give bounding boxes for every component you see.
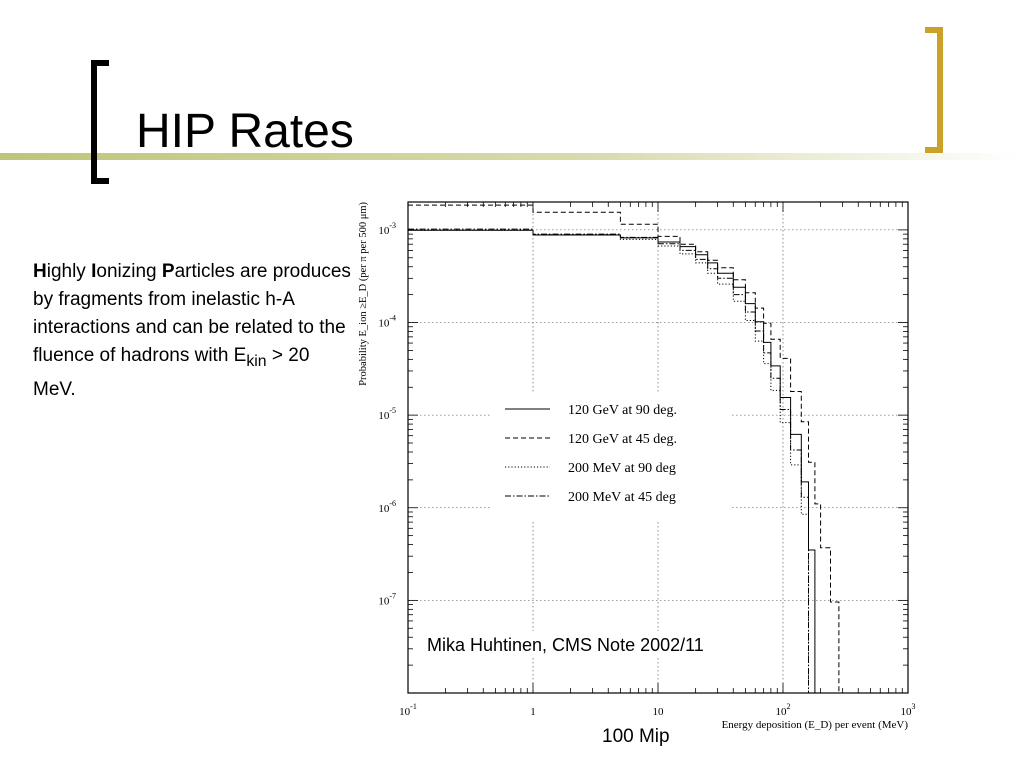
y-tick-label: $10^{-6}$ <box>378 498 396 515</box>
legend-label-1: 120 GeV at 90 deg. <box>568 403 677 418</box>
body-paragraph <box>33 258 353 404</box>
y-tick-label: $10^{-4}$ <box>378 313 396 330</box>
y-tick-label: $10^{-7}$ <box>378 591 396 608</box>
probability-chart <box>350 190 920 735</box>
body-text-1: ighly <box>46 261 92 282</box>
left-bracket-decoration <box>91 60 109 184</box>
legend-label-3: 200 MeV at 90 deg <box>568 461 676 476</box>
body-text-4: > 20 MeV. <box>33 345 310 400</box>
y-tick-label: $10^{-3}$ <box>378 220 396 237</box>
x-tick-label: $10^3$ <box>900 702 916 718</box>
body-bold-h: H <box>33 261 47 282</box>
x-tick-label: $10^2$ <box>775 702 791 718</box>
y-tick-label: $10^{-5}$ <box>378 406 396 423</box>
body-text-3: articles are produces by fragments from inelastic h-A interactions and can be related to the fluence of hadrons with E <box>33 261 351 366</box>
legend-label-4: 200 MeV at 45 deg <box>568 490 676 505</box>
legend-label-2: 120 GeV at 45 deg. <box>568 432 677 447</box>
x-tick-label: $10^{-1}$ <box>399 702 417 718</box>
slide-title: HIP Rates <box>136 105 354 158</box>
body-subscript: kin <box>246 352 267 370</box>
x-tick-label: 1 <box>530 706 536 718</box>
body-bold-i: I <box>91 261 97 282</box>
x-tick-label: 10 <box>652 706 664 718</box>
right-bracket-decoration <box>925 27 943 153</box>
source-annotation: Mika Huhtinen, CMS Note 2002/11 <box>427 635 704 655</box>
body-text-2: onizing <box>96 261 162 282</box>
y-axis-label: Probability E_ion ≥E_D (per π per 500 μm) <box>358 202 369 386</box>
x-axis-label: Energy deposition (E_D) per event (MeV) <box>721 719 908 731</box>
body-bold-p: P <box>161 261 175 282</box>
caption-100-mip: 100 Mip <box>602 726 670 747</box>
